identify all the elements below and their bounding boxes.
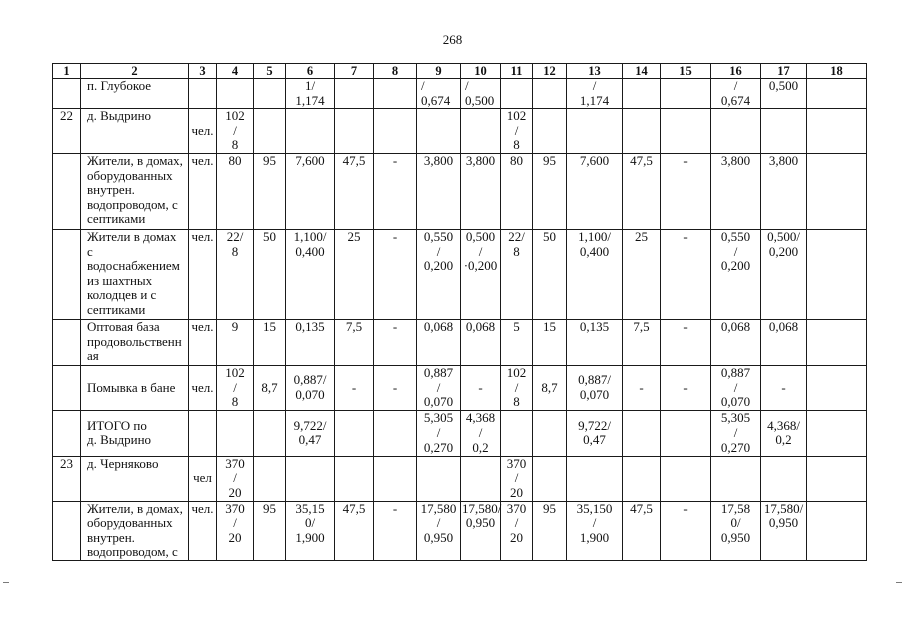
table-row (53, 153, 867, 229)
item-name-cell: Оптовая база продовольственн ая (81, 319, 189, 365)
column-number-header: 6 (286, 64, 335, 79)
item-number-cell (53, 410, 81, 456)
value-cell-col-4: 9 (217, 319, 254, 365)
value-cell-col-7 (335, 109, 374, 154)
value-cell-col-11: 370 / 20 (501, 501, 533, 560)
value-cell-col-4: 102 / 8 (217, 365, 254, 410)
value-cell-col-18 (807, 109, 867, 154)
value-cell-col-13: 0,135 (567, 319, 623, 365)
value-cell-col-6 (286, 456, 335, 501)
unit-cell: чел (189, 456, 217, 501)
column-number-header: 16 (711, 64, 761, 79)
value-cell-col-8: - (374, 365, 417, 410)
column-number-header: 7 (335, 64, 374, 79)
value-cell-col-13: 1,100/ 0,400 (567, 229, 623, 319)
value-cell-col-9: 5,305 / 0,270 (417, 410, 461, 456)
value-cell-col-14 (623, 410, 661, 456)
item-number-cell: 23 (53, 456, 81, 501)
value-cell-col-13: 7,600 (567, 153, 623, 229)
value-cell-col-6: 7,600 (286, 153, 335, 229)
value-cell-col-18 (807, 501, 867, 560)
table-body (53, 79, 867, 561)
value-cell-col-9: 0,887 / 0,070 (417, 365, 461, 410)
unit-cell (189, 410, 217, 456)
value-cell-col-10: / 0,500 (461, 79, 501, 109)
value-cell-col-17: 17,580/ 0,950 (761, 501, 807, 560)
value-cell-col-15: - (661, 365, 711, 410)
unit-cell: чел. (189, 229, 217, 319)
column-number-header: 17 (761, 64, 807, 79)
value-cell-col-12: 8,7 (533, 365, 567, 410)
item-number-cell (53, 365, 81, 410)
value-cell-col-17 (761, 456, 807, 501)
value-cell-col-12: 15 (533, 319, 567, 365)
table-row (53, 109, 867, 154)
value-cell-col-10 (461, 109, 501, 154)
unit-cell: чел. (189, 109, 217, 154)
column-number-header: 13 (567, 64, 623, 79)
value-cell-col-12 (533, 410, 567, 456)
unit-cell: чел. (189, 365, 217, 410)
value-cell-col-11: 5 (501, 319, 533, 365)
value-cell-col-13: 9,722/ 0,47 (567, 410, 623, 456)
value-cell-col-18 (807, 79, 867, 109)
value-cell-col-9: 0,068 (417, 319, 461, 365)
value-cell-col-10: 3,800 (461, 153, 501, 229)
value-cell-col-14: 25 (623, 229, 661, 319)
item-name-cell: д. Черняково (81, 456, 189, 501)
value-cell-col-15: - (661, 501, 711, 560)
column-number-header: 14 (623, 64, 661, 79)
value-cell-col-12 (533, 79, 567, 109)
value-cell-col-5: 95 (254, 501, 286, 560)
item-number-cell (53, 153, 81, 229)
value-cell-col-4: 370 / 20 (217, 501, 254, 560)
value-cell-col-10: 17,580/ 0,950 (461, 501, 501, 560)
value-cell-col-11: 370 / 20 (501, 456, 533, 501)
value-cell-col-10: 0,068 (461, 319, 501, 365)
value-cell-col-8: - (374, 229, 417, 319)
value-cell-col-4: 370 / 20 (217, 456, 254, 501)
value-cell-col-6: 0,887/ 0,070 (286, 365, 335, 410)
value-cell-col-17 (761, 109, 807, 154)
item-name-cell: Жители, в домах, оборудованных внутрен. водопроводом, с (81, 501, 189, 560)
table-row (53, 229, 867, 319)
column-number-header: 5 (254, 64, 286, 79)
value-cell-col-14: - (623, 365, 661, 410)
value-cell-col-7: 7,5 (335, 319, 374, 365)
value-cell-col-16: / 0,674 (711, 79, 761, 109)
value-cell-col-14: 47,5 (623, 153, 661, 229)
table-row (53, 79, 867, 109)
value-cell-col-17: 0,068 (761, 319, 807, 365)
edge-mark-left (3, 582, 9, 583)
value-cell-col-18 (807, 153, 867, 229)
value-cell-col-12 (533, 456, 567, 501)
value-cell-col-4: 80 (217, 153, 254, 229)
value-cell-col-17: 0,500 (761, 79, 807, 109)
value-cell-col-13: / 1,174 (567, 79, 623, 109)
value-cell-col-9: 17,580 / 0,950 (417, 501, 461, 560)
value-cell-col-7 (335, 79, 374, 109)
column-number-header: 11 (501, 64, 533, 79)
item-name-cell: ИТОГО по д. Выдрино (81, 410, 189, 456)
value-cell-col-17: 0,500/ 0,200 (761, 229, 807, 319)
value-cell-col-13 (567, 456, 623, 501)
value-cell-col-15 (661, 79, 711, 109)
column-number-header: 12 (533, 64, 567, 79)
table-row (53, 410, 867, 456)
value-cell-col-12: 95 (533, 501, 567, 560)
value-cell-col-10: 0,500 / ·0,200 (461, 229, 501, 319)
value-cell-col-18 (807, 365, 867, 410)
value-cell-col-12 (533, 109, 567, 154)
value-cell-col-11: 102 / 8 (501, 109, 533, 154)
value-cell-col-15: - (661, 229, 711, 319)
table-row (53, 456, 867, 501)
value-cell-col-15 (661, 410, 711, 456)
value-cell-col-12: 50 (533, 229, 567, 319)
value-cell-col-8: - (374, 319, 417, 365)
value-cell-col-11: 80 (501, 153, 533, 229)
value-cell-col-6: 35,15 0/ 1,900 (286, 501, 335, 560)
header-row (53, 64, 867, 79)
column-number-header: 9 (417, 64, 461, 79)
value-cell-col-15: - (661, 153, 711, 229)
value-cell-col-18 (807, 456, 867, 501)
value-cell-col-16: 0,887 / 0,070 (711, 365, 761, 410)
value-cell-col-17: 3,800 (761, 153, 807, 229)
column-number-header: 18 (807, 64, 867, 79)
value-cell-col-5 (254, 79, 286, 109)
value-cell-col-6: 1,100/ 0,400 (286, 229, 335, 319)
value-cell-col-18 (807, 410, 867, 456)
value-cell-col-17: 4,368/ 0,2 (761, 410, 807, 456)
value-cell-col-5 (254, 410, 286, 456)
item-name-cell: Помывка в бане (81, 365, 189, 410)
data-table (52, 63, 867, 561)
item-name-cell: п. Глубокое (81, 79, 189, 109)
value-cell-col-9 (417, 456, 461, 501)
item-number-cell (53, 229, 81, 319)
value-cell-col-6: 1/ 1,174 (286, 79, 335, 109)
value-cell-col-5: 95 (254, 153, 286, 229)
value-cell-col-7: 25 (335, 229, 374, 319)
value-cell-col-5 (254, 456, 286, 501)
value-cell-col-13 (567, 109, 623, 154)
item-name-cell: Жители в домах с водоснабжением из шахтных колодцев и с септиками (81, 229, 189, 319)
value-cell-col-10: - (461, 365, 501, 410)
value-cell-col-12: 95 (533, 153, 567, 229)
column-number-header: 15 (661, 64, 711, 79)
value-cell-col-6: 0,135 (286, 319, 335, 365)
value-cell-col-16 (711, 456, 761, 501)
value-cell-col-16: 5,305 / 0,270 (711, 410, 761, 456)
column-number-header: 10 (461, 64, 501, 79)
value-cell-col-7 (335, 456, 374, 501)
value-cell-col-15: - (661, 319, 711, 365)
unit-cell: чел. (189, 153, 217, 229)
value-cell-col-7: - (335, 365, 374, 410)
table-row (53, 365, 867, 410)
value-cell-col-14: 47,5 (623, 501, 661, 560)
value-cell-col-8 (374, 410, 417, 456)
value-cell-col-11: 102 / 8 (501, 365, 533, 410)
value-cell-col-14 (623, 79, 661, 109)
value-cell-col-9 (417, 109, 461, 154)
value-cell-col-13: 35,150 / 1,900 (567, 501, 623, 560)
value-cell-col-9: 0,550 / 0,200 (417, 229, 461, 319)
value-cell-col-15 (661, 456, 711, 501)
value-cell-col-16: 0,068 (711, 319, 761, 365)
column-number-header: 3 (189, 64, 217, 79)
value-cell-col-5: 50 (254, 229, 286, 319)
value-cell-col-16: 17,58 0/ 0,950 (711, 501, 761, 560)
value-cell-col-8: - (374, 153, 417, 229)
item-number-cell (53, 501, 81, 560)
value-cell-col-4 (217, 79, 254, 109)
value-cell-col-4 (217, 410, 254, 456)
value-cell-col-10: 4,368 / 0,2 (461, 410, 501, 456)
value-cell-col-16 (711, 109, 761, 154)
edge-mark-right (896, 582, 902, 583)
value-cell-col-8 (374, 456, 417, 501)
item-name-cell: Жители, в домах, оборудованных внутрен. водопроводом, с септиками (81, 153, 189, 229)
value-cell-col-4: 22/ 8 (217, 229, 254, 319)
column-number-header: 1 (53, 64, 81, 79)
value-cell-col-14 (623, 109, 661, 154)
value-cell-col-4: 102 / 8 (217, 109, 254, 154)
item-number-cell (53, 319, 81, 365)
value-cell-col-9: / 0,674 (417, 79, 461, 109)
value-cell-col-18 (807, 319, 867, 365)
value-cell-col-8 (374, 109, 417, 154)
unit-cell: чел. (189, 501, 217, 560)
value-cell-col-17: - (761, 365, 807, 410)
value-cell-col-14: 7,5 (623, 319, 661, 365)
value-cell-col-18 (807, 229, 867, 319)
page-number: 268 (442, 32, 463, 47)
value-cell-col-8 (374, 79, 417, 109)
value-cell-col-11: 22/ 8 (501, 229, 533, 319)
value-cell-col-8: - (374, 501, 417, 560)
value-cell-col-11 (501, 410, 533, 456)
column-number-header: 4 (217, 64, 254, 79)
item-name-cell: д. Выдрино (81, 109, 189, 154)
value-cell-col-5 (254, 109, 286, 154)
value-cell-col-13: 0,887/ 0,070 (567, 365, 623, 410)
value-cell-col-6 (286, 109, 335, 154)
column-number-header: 8 (374, 64, 417, 79)
value-cell-col-7: 47,5 (335, 153, 374, 229)
value-cell-col-7 (335, 410, 374, 456)
value-cell-col-11 (501, 79, 533, 109)
value-cell-col-14 (623, 456, 661, 501)
table-row (53, 319, 867, 365)
table-row (53, 501, 867, 560)
value-cell-col-9: 3,800 (417, 153, 461, 229)
table-header (53, 64, 867, 79)
item-number-cell: 22 (53, 109, 81, 154)
value-cell-col-5: 8,7 (254, 365, 286, 410)
unit-cell: чел. (189, 319, 217, 365)
value-cell-col-10 (461, 456, 501, 501)
value-cell-col-6: 9,722/ 0,47 (286, 410, 335, 456)
value-cell-col-16: 3,800 (711, 153, 761, 229)
value-cell-col-7: 47,5 (335, 501, 374, 560)
unit-cell (189, 79, 217, 109)
value-cell-col-5: 15 (254, 319, 286, 365)
value-cell-col-16: 0,550 / 0,200 (711, 229, 761, 319)
value-cell-col-15 (661, 109, 711, 154)
item-number-cell (53, 79, 81, 109)
column-number-header: 2 (81, 64, 189, 79)
